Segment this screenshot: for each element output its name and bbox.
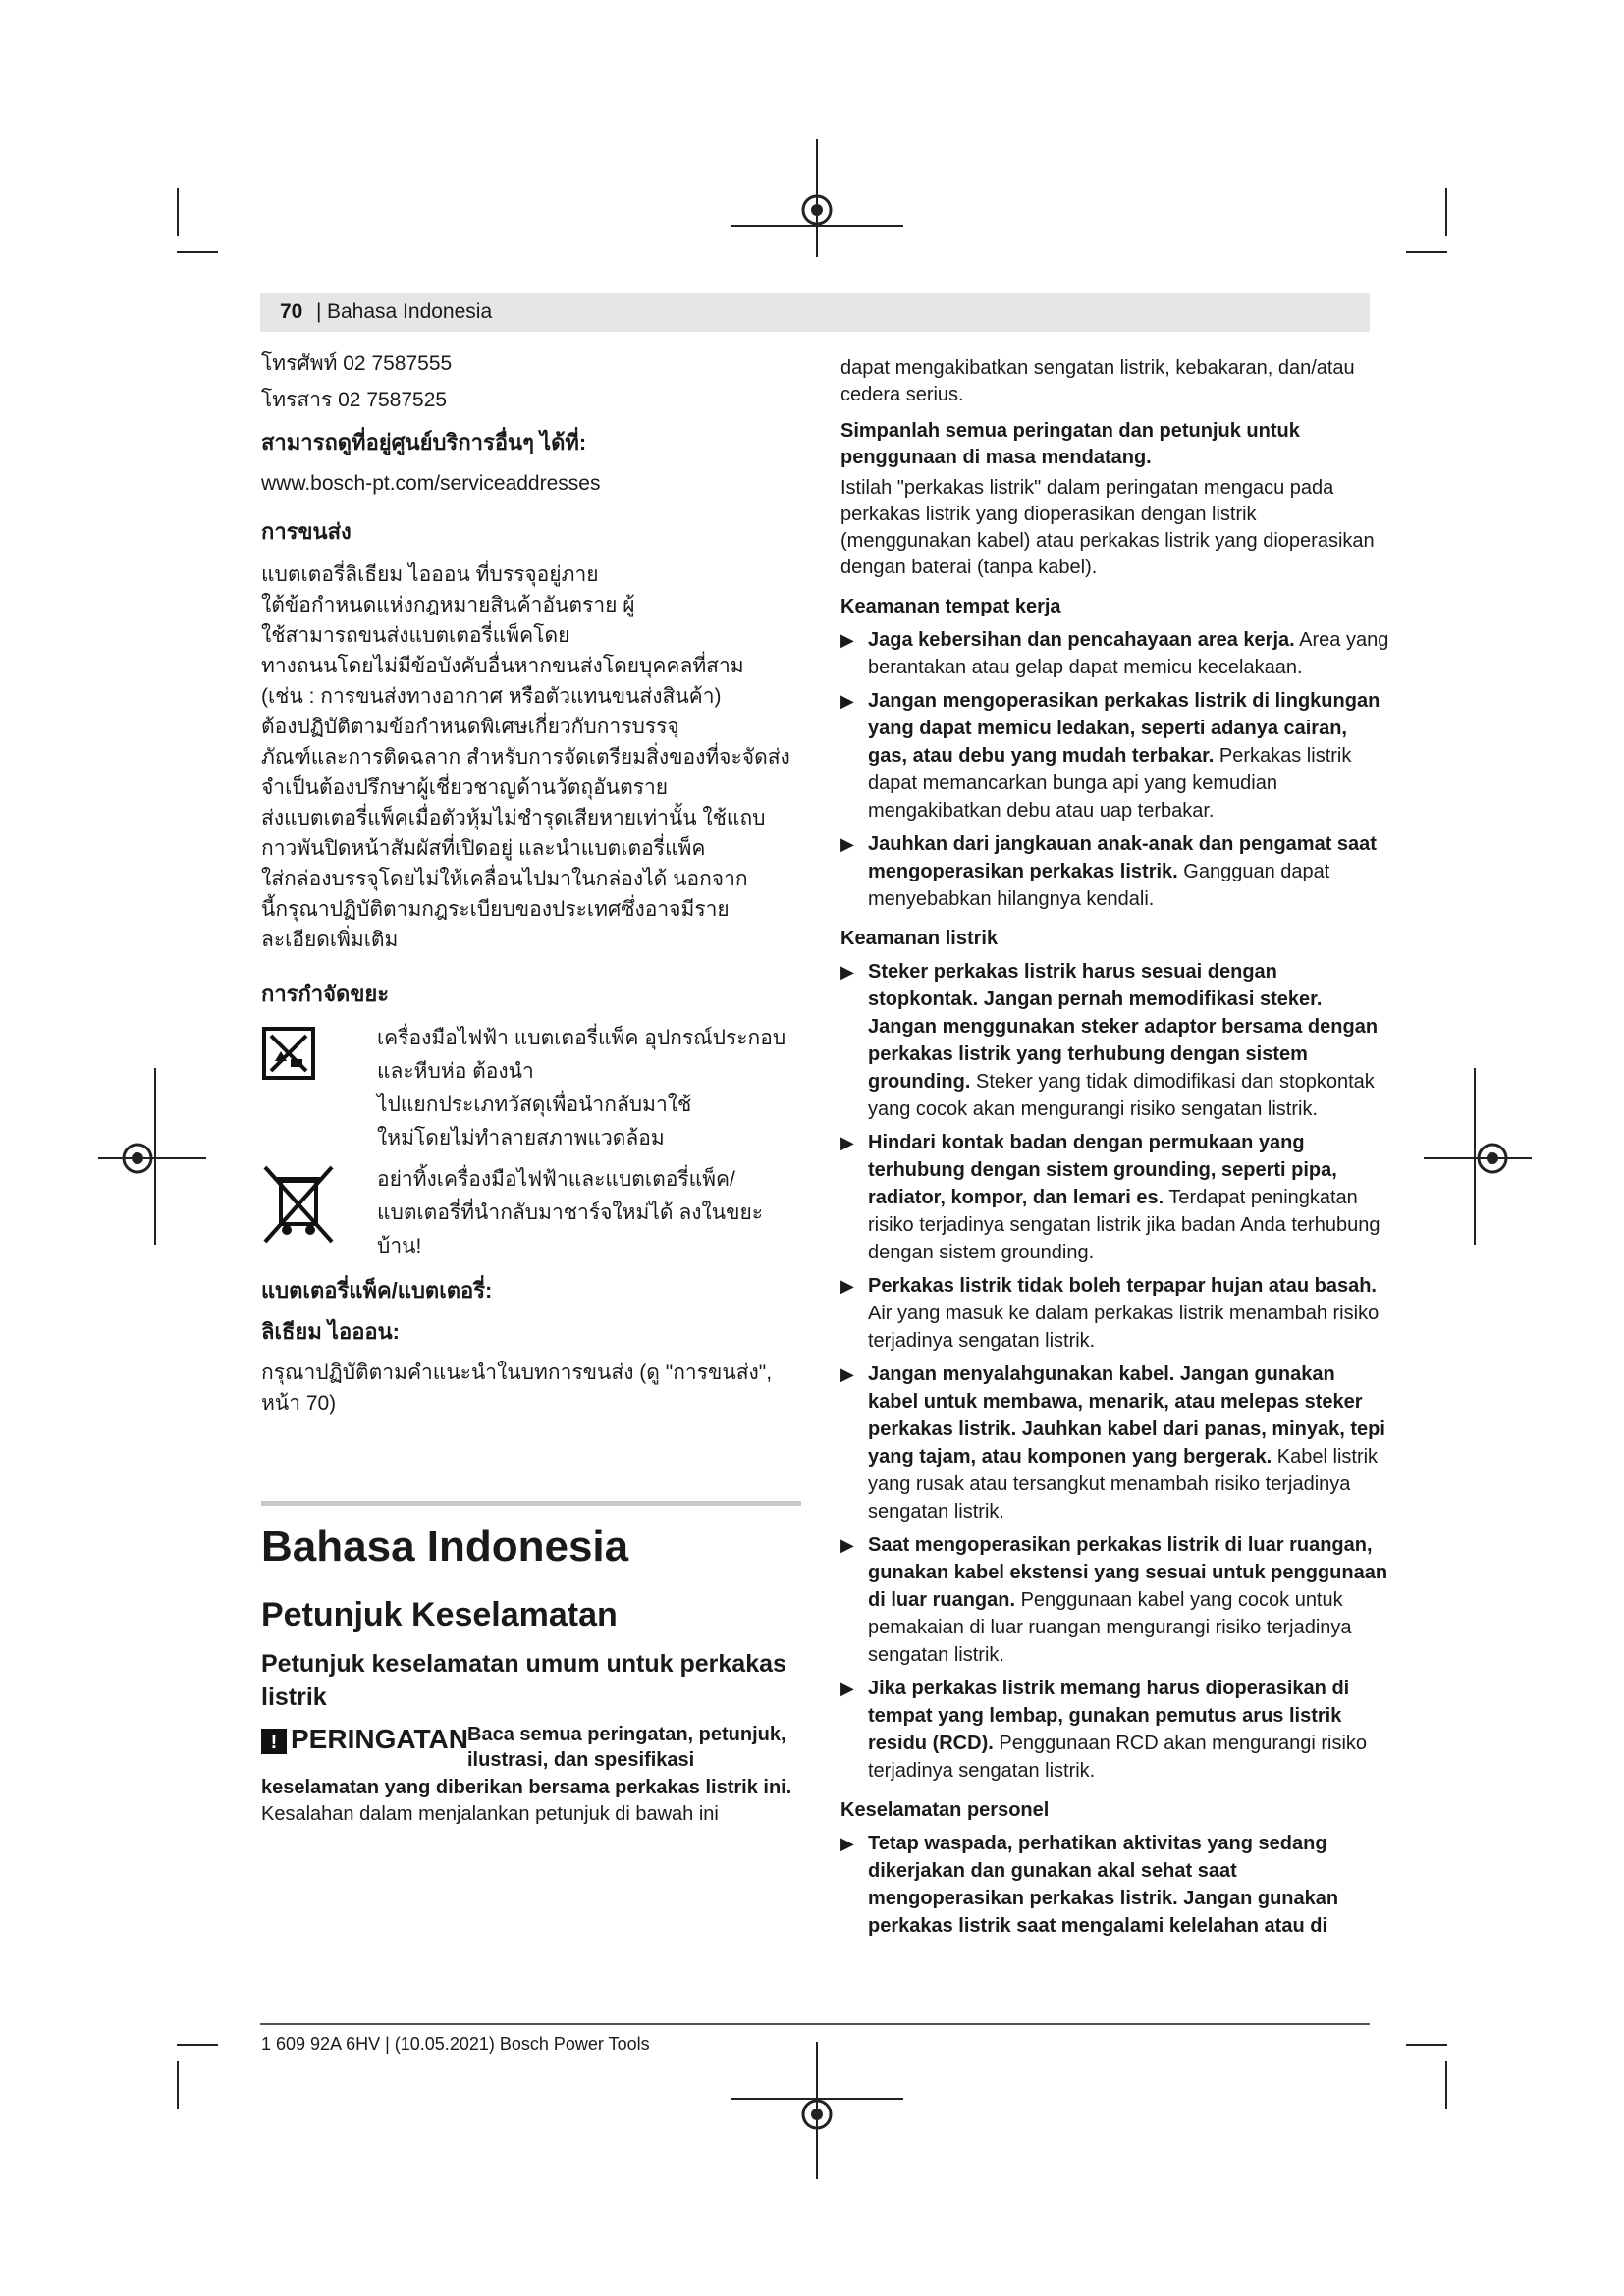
transport-heading: การขนส่ง — [261, 519, 352, 544]
disposal-line: บ้าน! — [377, 1235, 422, 1257]
transport-line: ใส่กล่องบรรจุโดยไม่ให้เคลื่อนไปมาในกล่องได้ นอกจาก — [261, 868, 748, 890]
section-title: Bahasa Indonesia — [261, 1522, 629, 1571]
bullet-bold: Jangan mengoperasikan perkakas listrik di lingkungan yang dapat memicu ledakan, seperti adanya cairan, gas, atau debu yang mudah terbakar. — [868, 690, 1380, 767]
bullet-arrow-icon: ▶ — [840, 1679, 854, 1698]
disposal-line: ใหม่โดยไม่ทำลายสภาพแวดล้อม — [377, 1127, 665, 1149]
header-language: Bahasa Indonesia — [327, 300, 493, 323]
disposal-line: และหีบห่อ ต้องนำ — [377, 1060, 534, 1083]
bullet-arrow-icon: ▶ — [840, 834, 854, 854]
left-column — [261, 348, 801, 1828]
warning-row — [261, 1722, 801, 1775]
disposal-line: ไปแยกประเภทวัสดุเพื่อนำกลับมาใช้ — [377, 1094, 692, 1116]
footer-text: 1 609 92A 6HV | (10.05.2021) Bosch Power Tools — [261, 2034, 650, 2054]
safety-bullet — [840, 626, 1390, 681]
transport-line: ส่งแบตเตอรี่แพ็คเมื่อตัวหุ้มไม่ชำรุดเสียหายเท่านั้น ใช้แถบ — [261, 807, 766, 829]
fax-number: โทรสาร 02 7587525 — [261, 389, 448, 411]
warning-cont-bold: keselamatan yang diberikan bersama perkakas listrik ini. — [261, 1777, 792, 1798]
safety-title: Petunjuk Keselamatan — [261, 1596, 618, 1633]
bullet-bold: Steker perkakas listrik harus sesuai dengan stopkontak. Jangan pernah memodifikasi steker. Jangan menggunakan steker adaptor bersama dengan perkakas listrik yang terhubung dengan sistem grounding. — [868, 961, 1379, 1093]
disposal-line: เครื่องมือไฟฟ้า แบตเตอรี่แพ็ค อุปกรณ์ประกอบ — [377, 1027, 786, 1049]
transport-line: นี้กรุณาปฏิบัติตามกฎระเบียบของประเทศซึ่งอาจมีราย — [261, 898, 730, 921]
safety-bullet — [840, 1272, 1390, 1355]
registration-mark-top — [727, 139, 903, 257]
transport-line: ใช้สามารถขนส่งแบตเตอรี่แพ็คโดย — [261, 624, 570, 647]
safety-sections — [840, 593, 1390, 1940]
transport-line: ภัณฑ์และการติดฉลาก สำหรับการจัดเตรียมสิ่งของที่จะจัดส่ง — [261, 746, 790, 769]
warning-label: PERINGATAN — [291, 1724, 468, 1754]
warning-cont-text: Kesalahan dalam menjalankan petunjuk di bawah ini — [261, 1803, 719, 1825]
intro-text: dapat mengakibatkan sengatan listrik, kebakaran, dan/atau cedera serius. — [840, 357, 1355, 405]
crossed-bin-icon — [261, 1163, 336, 1246]
disposal-block-2 — [261, 1163, 801, 1271]
term-text: Istilah "perkakas listrik" dalam peringatan mengacu pada perkakas listrik yang dioperasikan dengan listrik (menggunakan kabel) atau perkakas listrik yang dioperasikan dengan baterai (tanpa kabel). — [840, 477, 1375, 578]
crop-mark — [177, 2061, 179, 2109]
section-divider — [261, 1501, 801, 1506]
bullet-text: Area yang berantakan atau gelap dapat memicu kecelakaan. — [868, 629, 1389, 678]
bullet-arrow-icon: ▶ — [840, 1276, 854, 1296]
bullet-bold: Hindari kontak badan dengan permukaan yang terhubung dengan sistem grounding, seperti pipa, radiator, kompor, dan lemari es. — [868, 1132, 1337, 1208]
safety-bullet — [840, 1675, 1390, 1785]
bullet-bold: Perkakas listrik tidak boleh terpapar hujan atau basah. — [868, 1275, 1377, 1297]
transport-line: กาวพันปิดหน้าสัมผัสที่เปิดอยู่ และนำแบตเตอรี่แพ็ค — [261, 837, 706, 860]
registration-mark-right — [1424, 1068, 1532, 1245]
disposal-line: แบตเตอรี่ที่นำกลับมาชาร์จใหม่ได้ ลงในขยะ — [377, 1201, 764, 1224]
bullet-bold: Saat mengoperasikan perkakas listrik di luar ruangan, gunakan kabel ekstensi yang sesuai untuk penggunaan di luar ruangan. — [868, 1534, 1388, 1611]
transport-line: ต้องปฏิบัติตามข้อกำหนดพิเศษเกี่ยวกับการบรรจุ — [261, 716, 679, 738]
bullet-arrow-icon: ▶ — [840, 1364, 854, 1384]
header-separator: | — [316, 300, 322, 323]
bullet-text: Perkakas listrik dapat memancarkan bunga api yang kemudian mengakibatkan debu atau uap terbakar. — [868, 745, 1352, 822]
crop-mark — [1406, 2044, 1447, 2046]
footer-rule — [260, 2023, 1370, 2025]
transport-line: ทางถนนโดยไม่มีข้อบังคับอื่นหากขนส่งโดยบุคคลที่สาม — [261, 655, 744, 677]
registration-mark-bottom — [727, 2042, 903, 2179]
safety-bullet — [840, 830, 1390, 913]
right-column — [840, 355, 1390, 1946]
disposal-block-1 — [261, 1022, 801, 1159]
crop-mark — [177, 2044, 218, 2046]
bullet-text: Air yang masuk ke dalam perkakas listrik menambah risiko terjadinya sengatan listrik. — [868, 1303, 1380, 1352]
bullet-bold: Jauhkan dari jangkauan anak-anak dan pengamat saat mengoperasikan perkakas listrik. — [868, 833, 1377, 882]
bullet-bold: Jangan menyalahgunakan kabel. Jangan gunakan kabel untuk membawa, menarik, atau melepas steker perkakas listrik. Jauhkan kabel dari panas, minyak, tepi yang tajam, atau komponen yang bergerak. — [868, 1363, 1385, 1468]
service-heading: สามารถดูที่อยู่ศูนย์บริการอื่นๆ ได้ที่: — [261, 430, 587, 454]
transport-line: แบตเตอรี่ลิเธียม ไอออน ที่บรรจุอยู่ภาย — [261, 563, 599, 586]
bullet-arrow-icon: ▶ — [840, 1834, 854, 1853]
phone-number: โทรศัพท์ 02 7587555 — [261, 352, 453, 375]
save-heading: Simpanlah semua peringatan dan petunjuk untuk penggunaan di masa mendatang. — [840, 420, 1300, 468]
page-number: 70 — [280, 300, 303, 323]
crop-mark — [1445, 2061, 1447, 2109]
warning-text: Baca semua peringatan, petunjuk, ilustrasi, dan spesifikasi — [467, 1724, 786, 1771]
transport-line: (เช่น : การขนส่งทางอากาศ หรือตัวแทนขนส่งสินค้า) — [261, 685, 722, 708]
crop-mark — [177, 188, 179, 236]
safety-bullet — [840, 1361, 1390, 1525]
service-url: www.bosch-pt.com/serviceaddresses — [261, 472, 601, 495]
bullet-text: Terdapat peningkatan risiko terjadinya sengatan listrik jika badan Anda terhubung dengan sistem grounding. — [868, 1187, 1380, 1263]
warning-triangle-icon: ! — [261, 1729, 287, 1754]
bullet-text: Steker yang tidak dimodifikasi dan stopkontak yang cocok akan mengurangi risiko sengatan listrik. — [868, 1071, 1375, 1120]
crop-mark — [1406, 251, 1447, 253]
warning-badge — [261, 1724, 468, 1755]
transport-line: ละเอียดเพิ่มเติม — [261, 929, 399, 951]
transport-line: จำเป็นต้องปรึกษาผู้เชี่ยวชาญด้านวัตถุอันตราย — [261, 776, 669, 799]
recycle-box-icon — [261, 1026, 316, 1081]
bullet-arrow-icon: ▶ — [840, 691, 854, 711]
bullet-arrow-icon: ▶ — [840, 1133, 854, 1152]
disposal-heading: การกำจัดขยะ — [261, 982, 390, 1006]
section-subheading: Keselamatan personel — [840, 1799, 1050, 1821]
registration-mark-left — [98, 1068, 206, 1245]
safety-bullet — [840, 1830, 1390, 1940]
section-subheading: Keamanan tempat kerja — [840, 596, 1061, 617]
crop-mark — [177, 251, 218, 253]
disposal-line: อย่าทิ้งเครื่องมือไฟฟ้าและแบตเตอรี่แพ็ค/ — [377, 1168, 735, 1191]
bullet-arrow-icon: ▶ — [840, 630, 854, 650]
crop-mark — [1445, 188, 1447, 236]
bullet-bold: Jaga kebersihan dan pencahayaan area kerja. — [868, 629, 1295, 651]
bullet-text: Penggunaan RCD akan mengurangi risiko terjadinya sengatan listrik. — [868, 1733, 1368, 1782]
lithium-line: หน้า 70) — [261, 1392, 337, 1415]
lithium-line: กรุณาปฏิบัติตามคำแนะนำในบทการขนส่ง (ดู "การขนส่ง", — [261, 1362, 773, 1384]
page-header — [260, 293, 1370, 332]
safety-bullet — [840, 958, 1390, 1123]
battery-heading: แบตเตอรี่แพ็ค/แบตเตอรี่: — [261, 1278, 493, 1303]
general-heading: Petunjuk keselamatan umum untuk perkakas listrik — [261, 1650, 786, 1711]
section-subheading: Keamanan listrik — [840, 928, 999, 949]
lithium-text — [261, 1358, 801, 1418]
bullet-text: Penggunaan kabel yang cocok untuk pemakaian di luar ruangan mengurangi risiko terjadinya sengatan listrik. — [868, 1589, 1352, 1666]
transport-text — [261, 560, 801, 955]
safety-bullet — [840, 1129, 1390, 1266]
bullet-text: Gangguan dapat menyebabkan hilangnya kendali. — [868, 861, 1330, 910]
bullet-bold: Jika perkakas listrik memang harus dioperasikan di tempat yang lembap, gunakan pemutus arus listrik residu (RCD). — [868, 1678, 1350, 1754]
bullet-text: Kabel listrik yang rusak atau tersangkut menambah risiko terjadinya sengatan listrik. — [868, 1446, 1379, 1522]
bullet-bold: Tetap waspada, perhatikan aktivitas yang sedang dikerjakan dan gunakan akal sehat saat mengoperasikan perkakas listrik. Jangan gunakan perkakas listrik saat mengalami kelelahan atau di — [868, 1833, 1339, 1937]
warning-continuation — [261, 1775, 801, 1828]
transport-line: ใต้ข้อกำหนดแห่งกฎหมายสินค้าอันตราย ผู้ — [261, 594, 635, 616]
safety-bullet — [840, 687, 1390, 825]
lithium-heading: ลิเธียม ไอออน: — [261, 1319, 401, 1344]
bullet-arrow-icon: ▶ — [840, 962, 854, 982]
safety-bullet — [840, 1531, 1390, 1669]
bullet-arrow-icon: ▶ — [840, 1535, 854, 1555]
